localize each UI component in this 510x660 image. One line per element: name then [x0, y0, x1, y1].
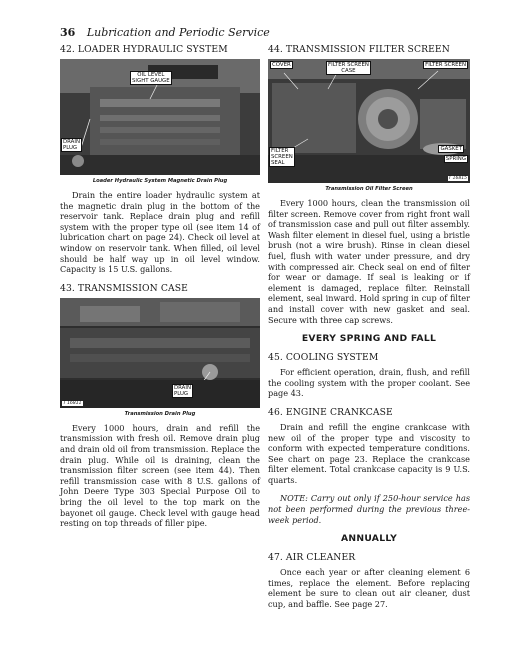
transmission-drain-plug-label — [172, 384, 193, 398]
photo-code: T 16815 — [448, 176, 467, 181]
section-42-body: Drain the entire loader hydraulic system at the magnetic drain plug in the bottom of the reservoir tank. Replace drain plug and refill system with the proper type oil (see item 14 of lubrication chart on page 24). Check oil level at window on reservoir tank. When filled, oil level should be half way up in oil level window. Capacity is 15 U.S. gallons. — [60, 190, 260, 275]
section-45-heading: 45. COOLING SYSTEM — [268, 352, 379, 364]
plug-text: PLUG — [174, 390, 189, 397]
loader-photo-caption: Loader Hydraulic System Magnetic Drain Plug — [92, 178, 228, 184]
filter-photo-caption: Transmission Oil Filter Screen — [325, 186, 413, 192]
drain-text: DRAIN — [174, 384, 191, 391]
gasket-label: GASKET — [440, 146, 462, 152]
seal-text: SEAL — [271, 160, 285, 166]
section-47-heading: 47. AIR CLEANER — [268, 552, 356, 564]
page-running-title: Lubrication and Periodic Service — [86, 26, 270, 39]
drain-plug-label — [61, 138, 82, 152]
photo-code: T 16811 — [63, 400, 82, 406]
section-47-body: Once each year or after cleaning element 6 times, replace the element. Before replacing element be sure to clean out air cleaner, dust cup, and baffle. See page 27. — [268, 567, 470, 610]
section-46-body: Drain and refill the engine crankcase with new oil of the proper type and viscosity to conform with expected temperature conditions. See chart on page 23. Replace the crankcase filter element. Total crankcase capacity is 9 U.S. quarts. — [268, 421, 470, 485]
screen-text: SCREEN — [271, 154, 293, 160]
section-46-heading: 46. ENGINE CRANKCASE — [268, 406, 393, 418]
section-44-heading: 44. TRANSMISSION FILTER SCREEN — [268, 44, 450, 55]
section-44-body: Every 1000 hours, clean the transmission oil filter screen. Remove cover from right front wall of transmission case and pull out filter assembly. Wash filter element in diesel fuel, using a bristle brush (not a wire brush). Rinse in clean diesel fuel, flush with water under pressure, and dry with compressed air. Check seal on end of filter for wear or damage. If seal is leaking or if element is damaged, replace filter. Reinstall element, seal inward. Hold spring in cup of filter and install cover with new gasket and seal. Secure with three cap screws. — [268, 198, 470, 325]
every-spring-and-fall-heading: EVERY SPRING AND FALL — [301, 333, 437, 345]
loader-drain-plug-photo — [60, 59, 260, 175]
section-46-note: NOTE: Carry out only if 250-hour service has not been performed during the previous three-week period. — [268, 493, 470, 525]
left-column — [60, 44, 260, 537]
drain-text: DRAIN — [63, 139, 80, 145]
annually-heading: ANNUALLY — [340, 533, 398, 545]
filter-text: FILTER — [271, 148, 289, 154]
right-column — [268, 44, 470, 618]
page-number: 36 — [60, 26, 76, 39]
filter-screen-label: FILTER SCREEN — [425, 62, 466, 68]
cover-label: COVER — [272, 62, 291, 68]
transmission-drain-plug-photo — [60, 298, 260, 408]
plug-text: PLUG — [63, 145, 78, 151]
section-45-body: For efficient operation, drain, flush, and refill the cooling system with the proper coolant. See page 43. — [268, 367, 470, 399]
section-43-heading: 43. TRANSMISSION CASE — [60, 282, 188, 294]
oil-level-sight-gauge-label — [130, 71, 172, 85]
filter-screen-case-label — [326, 61, 371, 75]
section-43-body: Every 1000 hours, drain and refill the transmission with fresh oil. Remove drain plug and drain old oil from transmission. Replace the drain plug. While oil is draining, clean the transmission filter screen (see item 44). Then refill transmission case with 8 U.S. gallons of John Deere Type 303 Special Purpose Oil to bring the oil level to the top mark on the bayonet oil gauge. Check level with gauge head resting on top threads of filler pipe. — [60, 422, 260, 529]
sight-gauge-text: SIGHT GAUGE — [132, 78, 170, 84]
transmission-filter-photo — [268, 59, 470, 183]
case-text: CASE — [341, 68, 356, 74]
filter-screen-seal-label — [269, 147, 295, 167]
spring-label: SPRING — [445, 156, 466, 162]
filter-photo-graphic — [268, 59, 470, 183]
transmission-photo-caption: Transmission Drain Plug — [124, 410, 196, 417]
transmission-photo-graphic — [60, 298, 260, 408]
page-header — [60, 26, 270, 39]
section-42-heading: 42. LOADER HYDRAULIC SYSTEM — [60, 44, 228, 55]
filter-screen-text: FILTER SCREEN — [328, 62, 369, 68]
oil-level-text: OIL LEVEL — [137, 72, 165, 78]
